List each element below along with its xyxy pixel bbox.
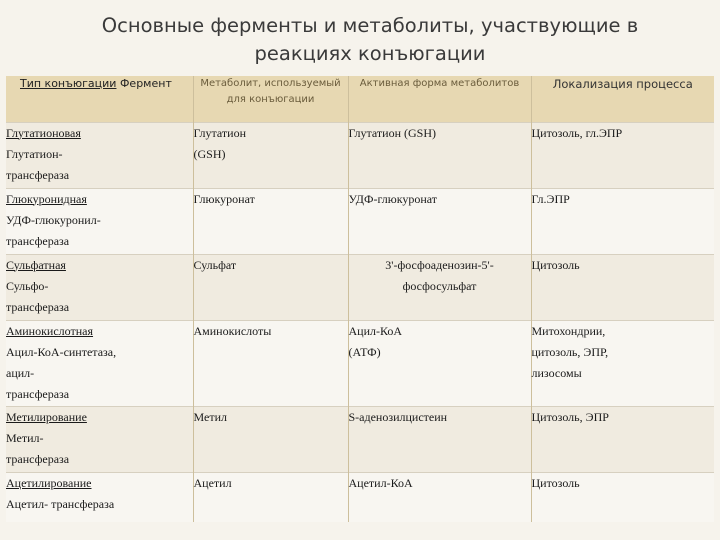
cell-metabolite bbox=[193, 254, 348, 320]
conjugation-type: Глюкуронидная bbox=[6, 191, 87, 206]
cell-type-enzyme bbox=[6, 122, 193, 188]
table-row bbox=[6, 472, 714, 522]
header-active-form: Активная форма метаболитов bbox=[348, 76, 531, 122]
enzyme-line: трансфераза bbox=[6, 167, 70, 182]
cell-active-form bbox=[348, 188, 531, 254]
slide-title bbox=[60, 12, 680, 68]
enzyme-line: ацил- bbox=[6, 365, 35, 380]
table-row bbox=[6, 406, 714, 472]
metabolite-line: Глюкуронат bbox=[193, 191, 255, 206]
cell-type-enzyme bbox=[6, 472, 193, 522]
header-localization: Локализация процесса bbox=[552, 77, 693, 91]
cell-type-enzyme bbox=[6, 254, 193, 320]
localization-line: Цитозоль, гл.ЭПР bbox=[531, 125, 623, 140]
enzyme-line: Ацил-КоА-синтетаза, bbox=[6, 344, 117, 359]
header-metabolite bbox=[193, 76, 348, 122]
enzyme-line: УДФ-глюкуронил- bbox=[6, 212, 101, 227]
cell-metabolite bbox=[193, 406, 348, 472]
active-form-line: S-аденозилцистеин bbox=[348, 409, 448, 424]
metabolite-line: Аминокислоты bbox=[193, 323, 272, 338]
cell-localization bbox=[531, 320, 714, 406]
conjugation-type: Сульфатная bbox=[6, 257, 66, 272]
localization-line: Цитозоль bbox=[531, 257, 580, 272]
cell-localization bbox=[531, 406, 714, 472]
table-row bbox=[6, 320, 714, 406]
cell-localization bbox=[531, 472, 714, 522]
cell-type-enzyme bbox=[6, 320, 193, 406]
enzyme-line: трансфераза bbox=[6, 233, 70, 248]
header-metabolite-line-2: для конъюгации bbox=[226, 94, 315, 105]
localization-line: Цитозоль bbox=[531, 475, 580, 490]
localization-line: Цитозоль, ЭПР bbox=[531, 409, 609, 424]
active-form-line: УДФ-глюкуронат bbox=[348, 191, 438, 206]
cell-active-form bbox=[348, 472, 531, 522]
header-type: Тип конъюгации bbox=[20, 77, 117, 90]
enzyme-line: трансфераза bbox=[6, 386, 70, 401]
table-row bbox=[6, 122, 714, 188]
cell-metabolite bbox=[193, 188, 348, 254]
cell-active-form bbox=[348, 320, 531, 406]
metabolite-line: Метил bbox=[193, 409, 227, 424]
header-enzyme: Фермент bbox=[116, 77, 172, 90]
conjugation-type: Метилирование bbox=[6, 409, 87, 424]
localization-line: Митохондрии, bbox=[531, 323, 606, 338]
enzyme-line: Глутатион- bbox=[6, 146, 63, 161]
conjugation-type: Ацетилирование bbox=[6, 475, 92, 490]
cell-localization bbox=[531, 254, 714, 320]
active-form-line: (АТФ) bbox=[348, 344, 381, 359]
localization-line: цитозоль, ЭПР, bbox=[531, 344, 609, 359]
active-form-line: 3'-фосфоаденозин-5'- bbox=[385, 257, 494, 272]
cell-metabolite bbox=[193, 320, 348, 406]
localization-line: лизосомы bbox=[531, 365, 582, 380]
cell-active-form bbox=[348, 122, 531, 188]
metabolite-line: Глутатион bbox=[193, 125, 247, 140]
header-type-enzyme bbox=[6, 76, 193, 122]
enzyme-line: Ацетил- трансфераза bbox=[6, 496, 115, 511]
conjugation-type: Аминокислотная bbox=[6, 323, 94, 338]
enzyme-line: Метил- bbox=[6, 430, 44, 445]
cell-metabolite bbox=[193, 472, 348, 522]
cell-active-form bbox=[348, 406, 531, 472]
enzyme-line: Сульфо- bbox=[6, 278, 49, 293]
table-row bbox=[6, 188, 714, 254]
conjugation-type: Глутатионовая bbox=[6, 125, 81, 140]
cell-localization bbox=[531, 122, 714, 188]
active-form-line: фосфосульфат bbox=[402, 278, 477, 293]
table-header-row bbox=[6, 76, 714, 122]
cell-type-enzyme bbox=[6, 406, 193, 472]
title-line-2: реакциях конъюгации bbox=[254, 42, 486, 65]
title-line-1: Основные ферменты и метаболиты, участвующие в bbox=[101, 14, 639, 37]
conjugation-table bbox=[6, 76, 714, 522]
localization-line: Гл.ЭПР bbox=[531, 191, 570, 206]
cell-metabolite bbox=[193, 122, 348, 188]
cell-localization bbox=[531, 188, 714, 254]
active-form-line: Ацил-КоА bbox=[348, 323, 403, 338]
enzyme-line: трансфераза bbox=[6, 451, 70, 466]
header-metabolite-line-1: Метаболит, используемый bbox=[200, 78, 341, 89]
active-form-line: Глутатион (GSH) bbox=[348, 125, 437, 140]
cell-active-form bbox=[348, 254, 531, 320]
metabolite-line: Ацетил bbox=[193, 475, 232, 490]
enzyme-line: трансфераза bbox=[6, 299, 70, 314]
metabolite-line: Сульфат bbox=[193, 257, 237, 272]
table-row bbox=[6, 254, 714, 320]
active-form-line: Ацетил-КоА bbox=[348, 475, 413, 490]
metabolite-line: (GSH) bbox=[193, 146, 226, 161]
cell-type-enzyme bbox=[6, 188, 193, 254]
